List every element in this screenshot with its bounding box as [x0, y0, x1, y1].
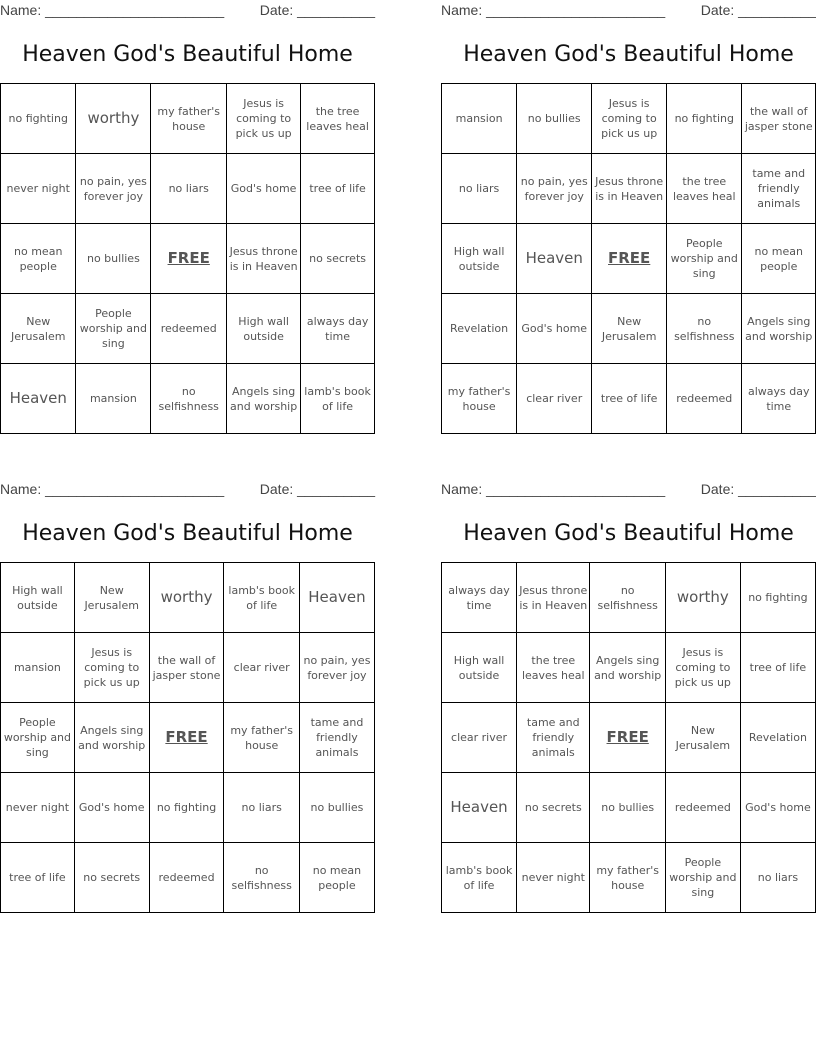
bingo-cell: Jesus is coming to pick us up [74, 633, 149, 703]
bingo-cell: Angels sing and worship [590, 633, 665, 703]
bingo-row [442, 84, 816, 154]
bingo-cell: no secrets [301, 224, 375, 294]
bingo-cell: no fighting [149, 773, 224, 843]
bingo-cell: tree of life [592, 364, 667, 434]
bingo-cell: my father's house [590, 843, 665, 913]
bingo-cell: always day time [742, 364, 816, 434]
bingo-cell: People worship and sing [76, 294, 151, 364]
bingo-cell: New Jerusalem [1, 294, 76, 364]
bingo-cell: Jesus throne is in Heaven [592, 154, 667, 224]
bingo-cell: clear river [442, 703, 517, 773]
free-space-cell: FREE [151, 224, 227, 294]
bingo-cell: Heaven [442, 773, 517, 843]
bingo-cell: People worship and sing [667, 224, 742, 294]
bingo-cell: mansion [442, 84, 517, 154]
bingo-cell: always day time [442, 563, 517, 633]
bingo-cell: Jesus throne is in Heaven [227, 224, 301, 294]
bingo-cell: no pain, yes forever joy [76, 154, 151, 224]
bingo-row [1, 703, 375, 773]
card-title: Heaven God's Beautiful Home [463, 521, 794, 546]
bingo-cell: no pain, yes forever joy [299, 633, 374, 703]
bingo-row [1, 294, 375, 364]
bingo-cell: never night [1, 154, 76, 224]
bingo-cell: my father's house [442, 364, 517, 434]
free-space-cell: FREE [149, 703, 224, 773]
bingo-cell: no fighting [1, 84, 76, 154]
date-label: Date: __________ [259, 2, 375, 18]
name-label: Name: _______________________ [0, 2, 225, 18]
bingo-cell: no fighting [667, 84, 742, 154]
bingo-row [442, 773, 816, 843]
bingo-cell: High wall outside [442, 633, 517, 703]
bingo-cell: New Jerusalem [592, 294, 667, 364]
bingo-cell: never night [517, 843, 590, 913]
bingo-cell: the tree leaves heal [301, 84, 375, 154]
bingo-cell: tree of life [301, 154, 375, 224]
bingo-cell: tree of life [1, 843, 75, 913]
bingo-row [442, 224, 816, 294]
card-title: Heaven God's Beautiful Home [22, 521, 353, 546]
bingo-cell: tame and friendly animals [742, 154, 816, 224]
name-date-row [441, 0, 816, 20]
bingo-cell: God's home [74, 773, 149, 843]
bingo-cell: my father's house [224, 703, 299, 773]
bingo-cell: Angels sing and worship [742, 294, 816, 364]
bingo-cell: the tree leaves heal [667, 154, 742, 224]
bingo-row [442, 563, 816, 633]
bingo-cell: no selfishness [224, 843, 299, 913]
bingo-cell: Revelation [740, 703, 815, 773]
bingo-cell: Angels sing and worship [227, 364, 301, 434]
bingo-cell: High wall outside [442, 224, 517, 294]
bingo-cell: Jesus is coming to pick us up [665, 633, 740, 703]
bingo-cell: no fighting [740, 563, 815, 633]
bingo-cell: no secrets [74, 843, 149, 913]
bingo-grid [0, 83, 375, 434]
name-label: Name: _______________________ [441, 2, 666, 18]
bingo-cell: worthy [76, 84, 151, 154]
bingo-row [442, 294, 816, 364]
bingo-row [1, 224, 375, 294]
date-label: Date: __________ [700, 481, 816, 497]
bingo-cell: Jesus throne is in Heaven [517, 563, 590, 633]
bingo-cell: the wall of jasper stone [149, 633, 224, 703]
bingo-cell: no selfishness [667, 294, 742, 364]
bingo-cell: no mean people [742, 224, 816, 294]
bingo-cell: lamb's book of life [301, 364, 375, 434]
bingo-cell: mansion [76, 364, 151, 434]
card-title: Heaven God's Beautiful Home [22, 42, 353, 67]
bingo-cell: God's home [517, 294, 592, 364]
bingo-cell: always day time [301, 294, 375, 364]
bingo-row [1, 773, 375, 843]
bingo-cell: lamb's book of life [224, 563, 299, 633]
bingo-cell: Jesus is coming to pick us up [227, 84, 301, 154]
bingo-cell: tame and friendly animals [517, 703, 590, 773]
bingo-cell: God's home [740, 773, 815, 843]
bingo-cell: the wall of jasper stone [742, 84, 816, 154]
bingo-cell: God's home [227, 154, 301, 224]
bingo-cell: no bullies [299, 773, 374, 843]
bingo-cell: High wall outside [227, 294, 301, 364]
bingo-row [1, 154, 375, 224]
bingo-cell: no liars [224, 773, 299, 843]
bingo-cell: New Jerusalem [665, 703, 740, 773]
bingo-cell: High wall outside [1, 563, 75, 633]
bingo-grid [441, 83, 816, 434]
bingo-cell: New Jerusalem [74, 563, 149, 633]
name-date-row [0, 479, 375, 499]
bingo-grid [441, 562, 816, 913]
bingo-cell: People worship and sing [665, 843, 740, 913]
card-title: Heaven God's Beautiful Home [463, 42, 794, 67]
bingo-row [1, 563, 375, 633]
bingo-row [1, 633, 375, 703]
bingo-cell: tame and friendly animals [299, 703, 374, 773]
bingo-cell: redeemed [665, 773, 740, 843]
bingo-cell: Revelation [442, 294, 517, 364]
bingo-cell: no mean people [299, 843, 374, 913]
bingo-cell: mansion [1, 633, 75, 703]
bingo-cell: redeemed [151, 294, 227, 364]
bingo-cell: no selfishness [590, 563, 665, 633]
bingo-cell: redeemed [667, 364, 742, 434]
free-space-cell: FREE [592, 224, 667, 294]
bingo-row [1, 84, 375, 154]
bingo-row [442, 843, 816, 913]
bingo-row [442, 364, 816, 434]
bingo-cell: Heaven [1, 364, 76, 434]
bingo-cell: Heaven [517, 224, 592, 294]
bingo-row [1, 364, 375, 434]
bingo-cell: Jesus is coming to pick us up [592, 84, 667, 154]
bingo-cell: never night [1, 773, 75, 843]
bingo-cell: no selfishness [151, 364, 227, 434]
bingo-row [442, 633, 816, 703]
bingo-cell: no pain, yes forever joy [517, 154, 592, 224]
bingo-cell: no bullies [76, 224, 151, 294]
free-space-cell: FREE [590, 703, 665, 773]
bingo-row [442, 703, 816, 773]
date-label: Date: __________ [700, 2, 816, 18]
name-date-row [0, 0, 375, 20]
bingo-cell: Heaven [299, 563, 374, 633]
bingo-cell: tree of life [740, 633, 815, 703]
bingo-cell: redeemed [149, 843, 224, 913]
bingo-cell: Angels sing and worship [74, 703, 149, 773]
bingo-row [1, 843, 375, 913]
bingo-cell: the tree leaves heal [517, 633, 590, 703]
bingo-cell: worthy [149, 563, 224, 633]
bingo-cell: clear river [224, 633, 299, 703]
bingo-grid [0, 562, 375, 913]
bingo-cell: no liars [740, 843, 815, 913]
bingo-cell: People worship and sing [1, 703, 75, 773]
bingo-cell: no secrets [517, 773, 590, 843]
name-label: Name: _______________________ [441, 481, 666, 497]
bingo-cell: no mean people [1, 224, 76, 294]
bingo-cell: worthy [665, 563, 740, 633]
bingo-cell: clear river [517, 364, 592, 434]
bingo-cell: no bullies [517, 84, 592, 154]
bingo-cell: no liars [151, 154, 227, 224]
bingo-cell: lamb's book of life [442, 843, 517, 913]
bingo-row [442, 154, 816, 224]
bingo-cell: no liars [442, 154, 517, 224]
date-label: Date: __________ [259, 481, 375, 497]
bingo-cell: no bullies [590, 773, 665, 843]
name-date-row [441, 479, 816, 499]
name-label: Name: _______________________ [0, 481, 225, 497]
bingo-cell: my father's house [151, 84, 227, 154]
